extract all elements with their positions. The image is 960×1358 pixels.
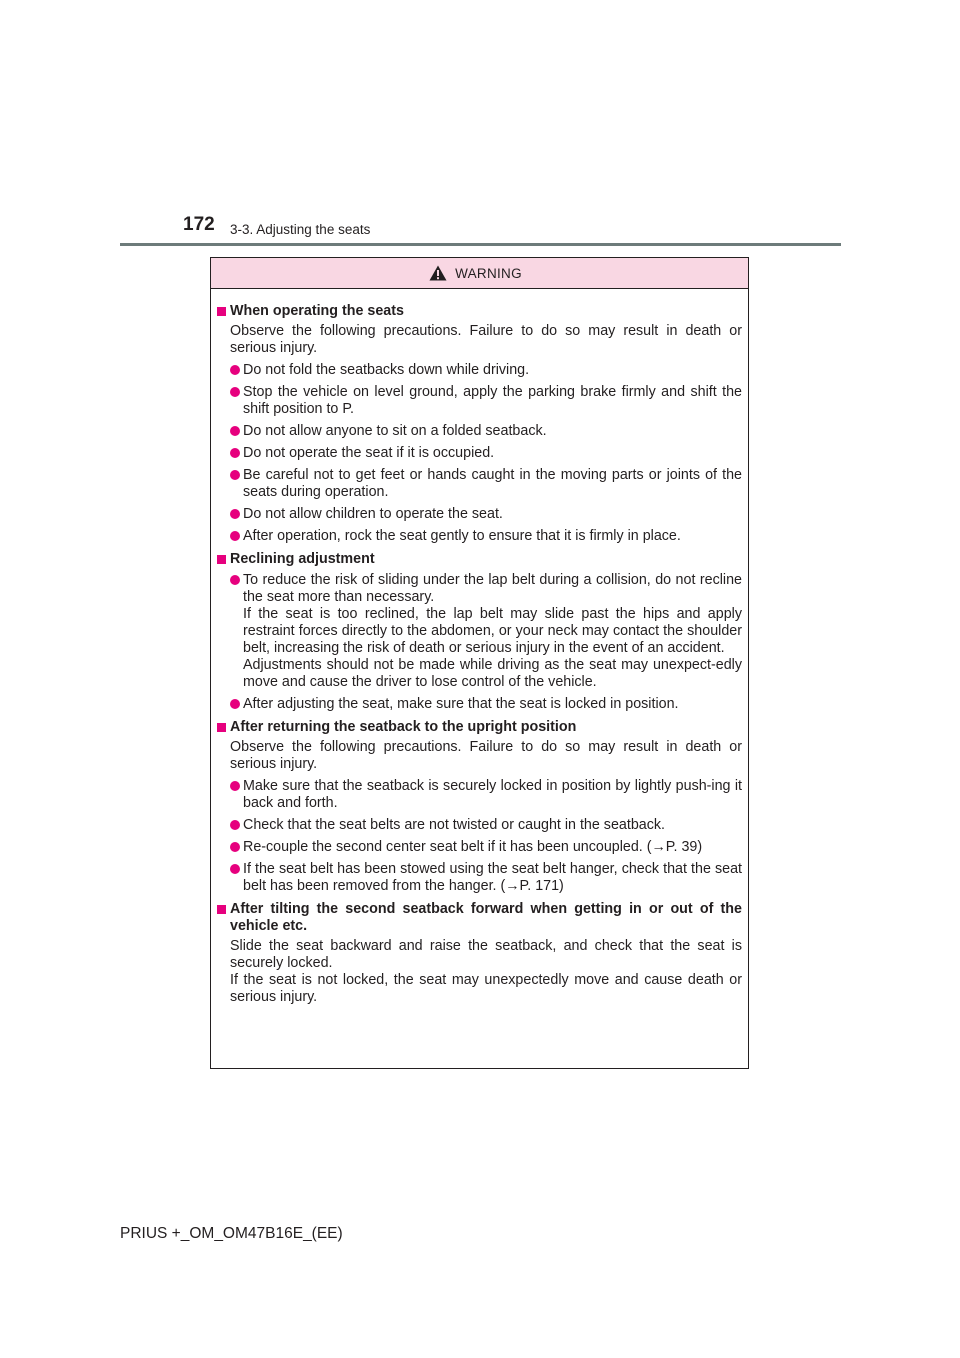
bullet-item — [217, 778, 742, 812]
circle-bullet-icon — [230, 864, 240, 874]
warning-header — [211, 258, 748, 289]
bullet-item — [217, 572, 742, 691]
bullet-paragraph: Check that the seat belts are not twisted or caught in the seatback. — [243, 817, 666, 833]
bullet-paragraph: After adjusting the seat, make sure that the seat is locked in position. — [243, 696, 679, 712]
bullet-paragraph: Re-couple the second center seat belt if it has been uncoupled. (→P. 39) — [243, 839, 703, 855]
bullet-text — [243, 817, 742, 834]
square-bullet-icon — [217, 723, 226, 732]
bullet-paragraph: Adjustments should not be made while driving as the seat may unexpect-edly move and cause the driver to lose control of the vehicle. — [243, 657, 742, 690]
circle-bullet-icon — [230, 575, 240, 585]
section-heading — [217, 551, 742, 568]
section-title: 3-3. Adjusting the seats — [230, 222, 371, 237]
section-heading-text: When operating the seats — [230, 303, 404, 319]
square-bullet-icon — [217, 555, 226, 564]
intro-paragraph: Observe the following precautions. Failure to do so may result in death or serious injury. — [230, 323, 742, 356]
section-heading-text: Reclining adjustment — [230, 551, 375, 567]
circle-bullet-icon — [230, 531, 240, 541]
bullet-item — [217, 839, 742, 856]
warning-box — [210, 257, 749, 1069]
bullet-paragraph: Be careful not to get feet or hands caught in the moving parts or joints of the seats during operation. — [243, 467, 742, 500]
bullet-paragraph: Stop the vehicle on level ground, apply the parking brake firmly and shift the shift position to P. — [243, 384, 742, 417]
bullet-text — [243, 861, 742, 895]
section-intro — [217, 739, 742, 773]
section-intro — [217, 938, 742, 1006]
warning-section — [217, 719, 742, 895]
section-intro — [217, 323, 742, 357]
bullet-text — [243, 572, 742, 691]
bullet-paragraph: Do not operate the seat if it is occupied. — [243, 445, 495, 461]
warning-title: WARNING — [455, 265, 522, 281]
circle-bullet-icon — [230, 699, 240, 709]
section-heading-text: After returning the seatback to the upright position — [230, 719, 577, 735]
warning-section — [217, 303, 742, 545]
section-heading — [217, 303, 742, 320]
bullet-text — [243, 778, 742, 812]
circle-bullet-icon — [230, 365, 240, 375]
bullet-item — [217, 861, 742, 895]
square-bullet-icon — [217, 905, 226, 914]
warning-section — [217, 901, 742, 1006]
bullet-item — [217, 506, 742, 523]
circle-bullet-icon — [230, 781, 240, 791]
section-heading — [217, 901, 742, 935]
intro-paragraph: Slide the seat backward and raise the seatback, and check that the seat is securely locked. — [230, 938, 742, 971]
bullet-paragraph: To reduce the risk of sliding under the lap belt during a collision, do not recline the seat more than necessary. — [243, 572, 742, 605]
bullet-paragraph: If the seat is too reclined, the lap belt may slide past the hips and apply restraint forces directly to the abdomen, or your neck may contact the shoulder belt, increasing the risk of death or serious injury in the event of an accident. — [243, 606, 742, 656]
header-rule — [120, 243, 841, 246]
bullet-text — [243, 696, 742, 713]
bullet-paragraph: After operation, rock the seat gently to ensure that it is firmly in place. — [243, 528, 681, 544]
circle-bullet-icon — [230, 448, 240, 458]
bullet-text — [243, 528, 742, 545]
footer-code: PRIUS +_OM_OM47B16E_(EE) — [120, 1225, 343, 1242]
bullet-paragraph: Do not allow anyone to sit on a folded seatback. — [243, 423, 547, 439]
bullet-item — [217, 423, 742, 440]
bullet-text — [243, 445, 742, 462]
bullet-item — [217, 445, 742, 462]
bullet-item — [217, 467, 742, 501]
section-heading — [217, 719, 742, 736]
intro-paragraph: Observe the following precautions. Failure to do so may result in death or serious injury. — [230, 739, 742, 772]
bullet-item — [217, 384, 742, 418]
bullet-paragraph: Do not fold the seatbacks down while driving. — [243, 362, 530, 378]
circle-bullet-icon — [230, 387, 240, 397]
intro-paragraph: If the seat is not locked, the seat may unexpectedly move and cause death or serious injury. — [230, 972, 742, 1005]
section-heading-text: After tilting the second seatback forward when getting in or out of the vehicle etc. — [230, 901, 742, 934]
bullet-text — [243, 362, 742, 379]
square-bullet-icon — [217, 307, 226, 316]
bullet-item — [217, 528, 742, 545]
circle-bullet-icon — [230, 470, 240, 480]
warning-section — [217, 551, 742, 713]
warning-triangle-icon — [429, 265, 447, 281]
circle-bullet-icon — [230, 426, 240, 436]
circle-bullet-icon — [230, 509, 240, 519]
bullet-item — [217, 817, 742, 834]
bullet-text — [243, 423, 742, 440]
page-number: 172 — [183, 214, 215, 235]
bullet-paragraph: Make sure that the seatback is securely locked in position by lightly push-ing it back and forth. — [243, 778, 742, 811]
circle-bullet-icon — [230, 842, 240, 852]
bullet-text — [243, 384, 742, 418]
bullet-text — [243, 467, 742, 501]
bullet-item — [217, 696, 742, 713]
circle-bullet-icon — [230, 820, 240, 830]
bullet-paragraph: Do not allow children to operate the seat. — [243, 506, 503, 522]
bullet-text — [243, 839, 742, 856]
warning-body — [211, 289, 748, 1006]
bullet-text — [243, 506, 742, 523]
bullet-item — [217, 362, 742, 379]
bullet-paragraph: If the seat belt has been stowed using the seat belt hanger, check that the seat belt has been removed from the hanger. (→P. 171) — [243, 861, 742, 894]
